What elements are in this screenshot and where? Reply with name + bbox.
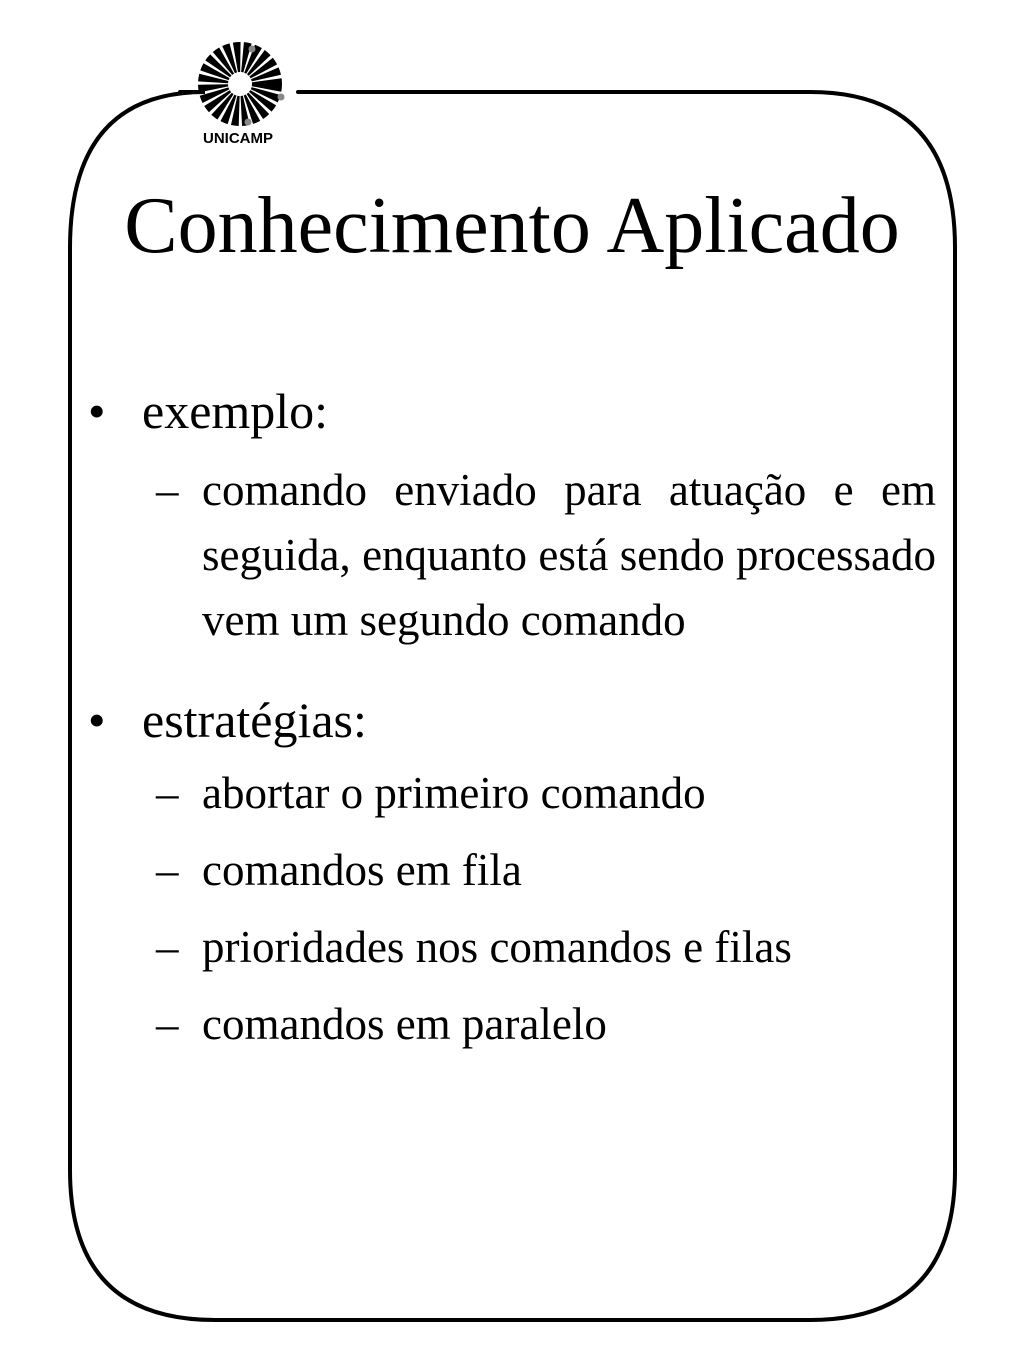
bullet-text: estratégias: [142,692,367,748]
sub-item-text: comandos em fila [202,845,522,895]
unicamp-emblem-icon [186,40,290,152]
bullet-item [88,376,936,446]
unicamp-logo [186,40,290,152]
sub-item [88,838,936,903]
logo-wordmark: UNICAMP [203,130,273,147]
sub-item-text: comandos em paralelo [202,999,607,1049]
dash-marker: – [156,922,179,972]
sub-item [88,458,936,653]
bullet-text: exemplo: [142,383,329,439]
bullet-item [88,685,936,755]
sub-item [88,915,936,980]
sub-item-text: prioridades nos comandos e filas [202,922,792,972]
dash-marker: – [156,999,179,1049]
sub-item-text: comando enviado para atuação e em seguida, enquanto está sendo processado vem um segundo comando [202,465,936,645]
bullet-marker: • [88,383,106,439]
sub-item [88,992,936,1057]
dash-marker: – [156,465,179,515]
bullet-marker: • [88,692,106,748]
slide-title: Conhecimento Aplicado [124,182,900,270]
dash-marker: – [156,845,179,895]
sub-item-text: abortar o primeiro comando [202,768,706,818]
dash-marker: – [156,768,179,818]
slide-content [88,376,936,1057]
sub-item [88,761,936,826]
